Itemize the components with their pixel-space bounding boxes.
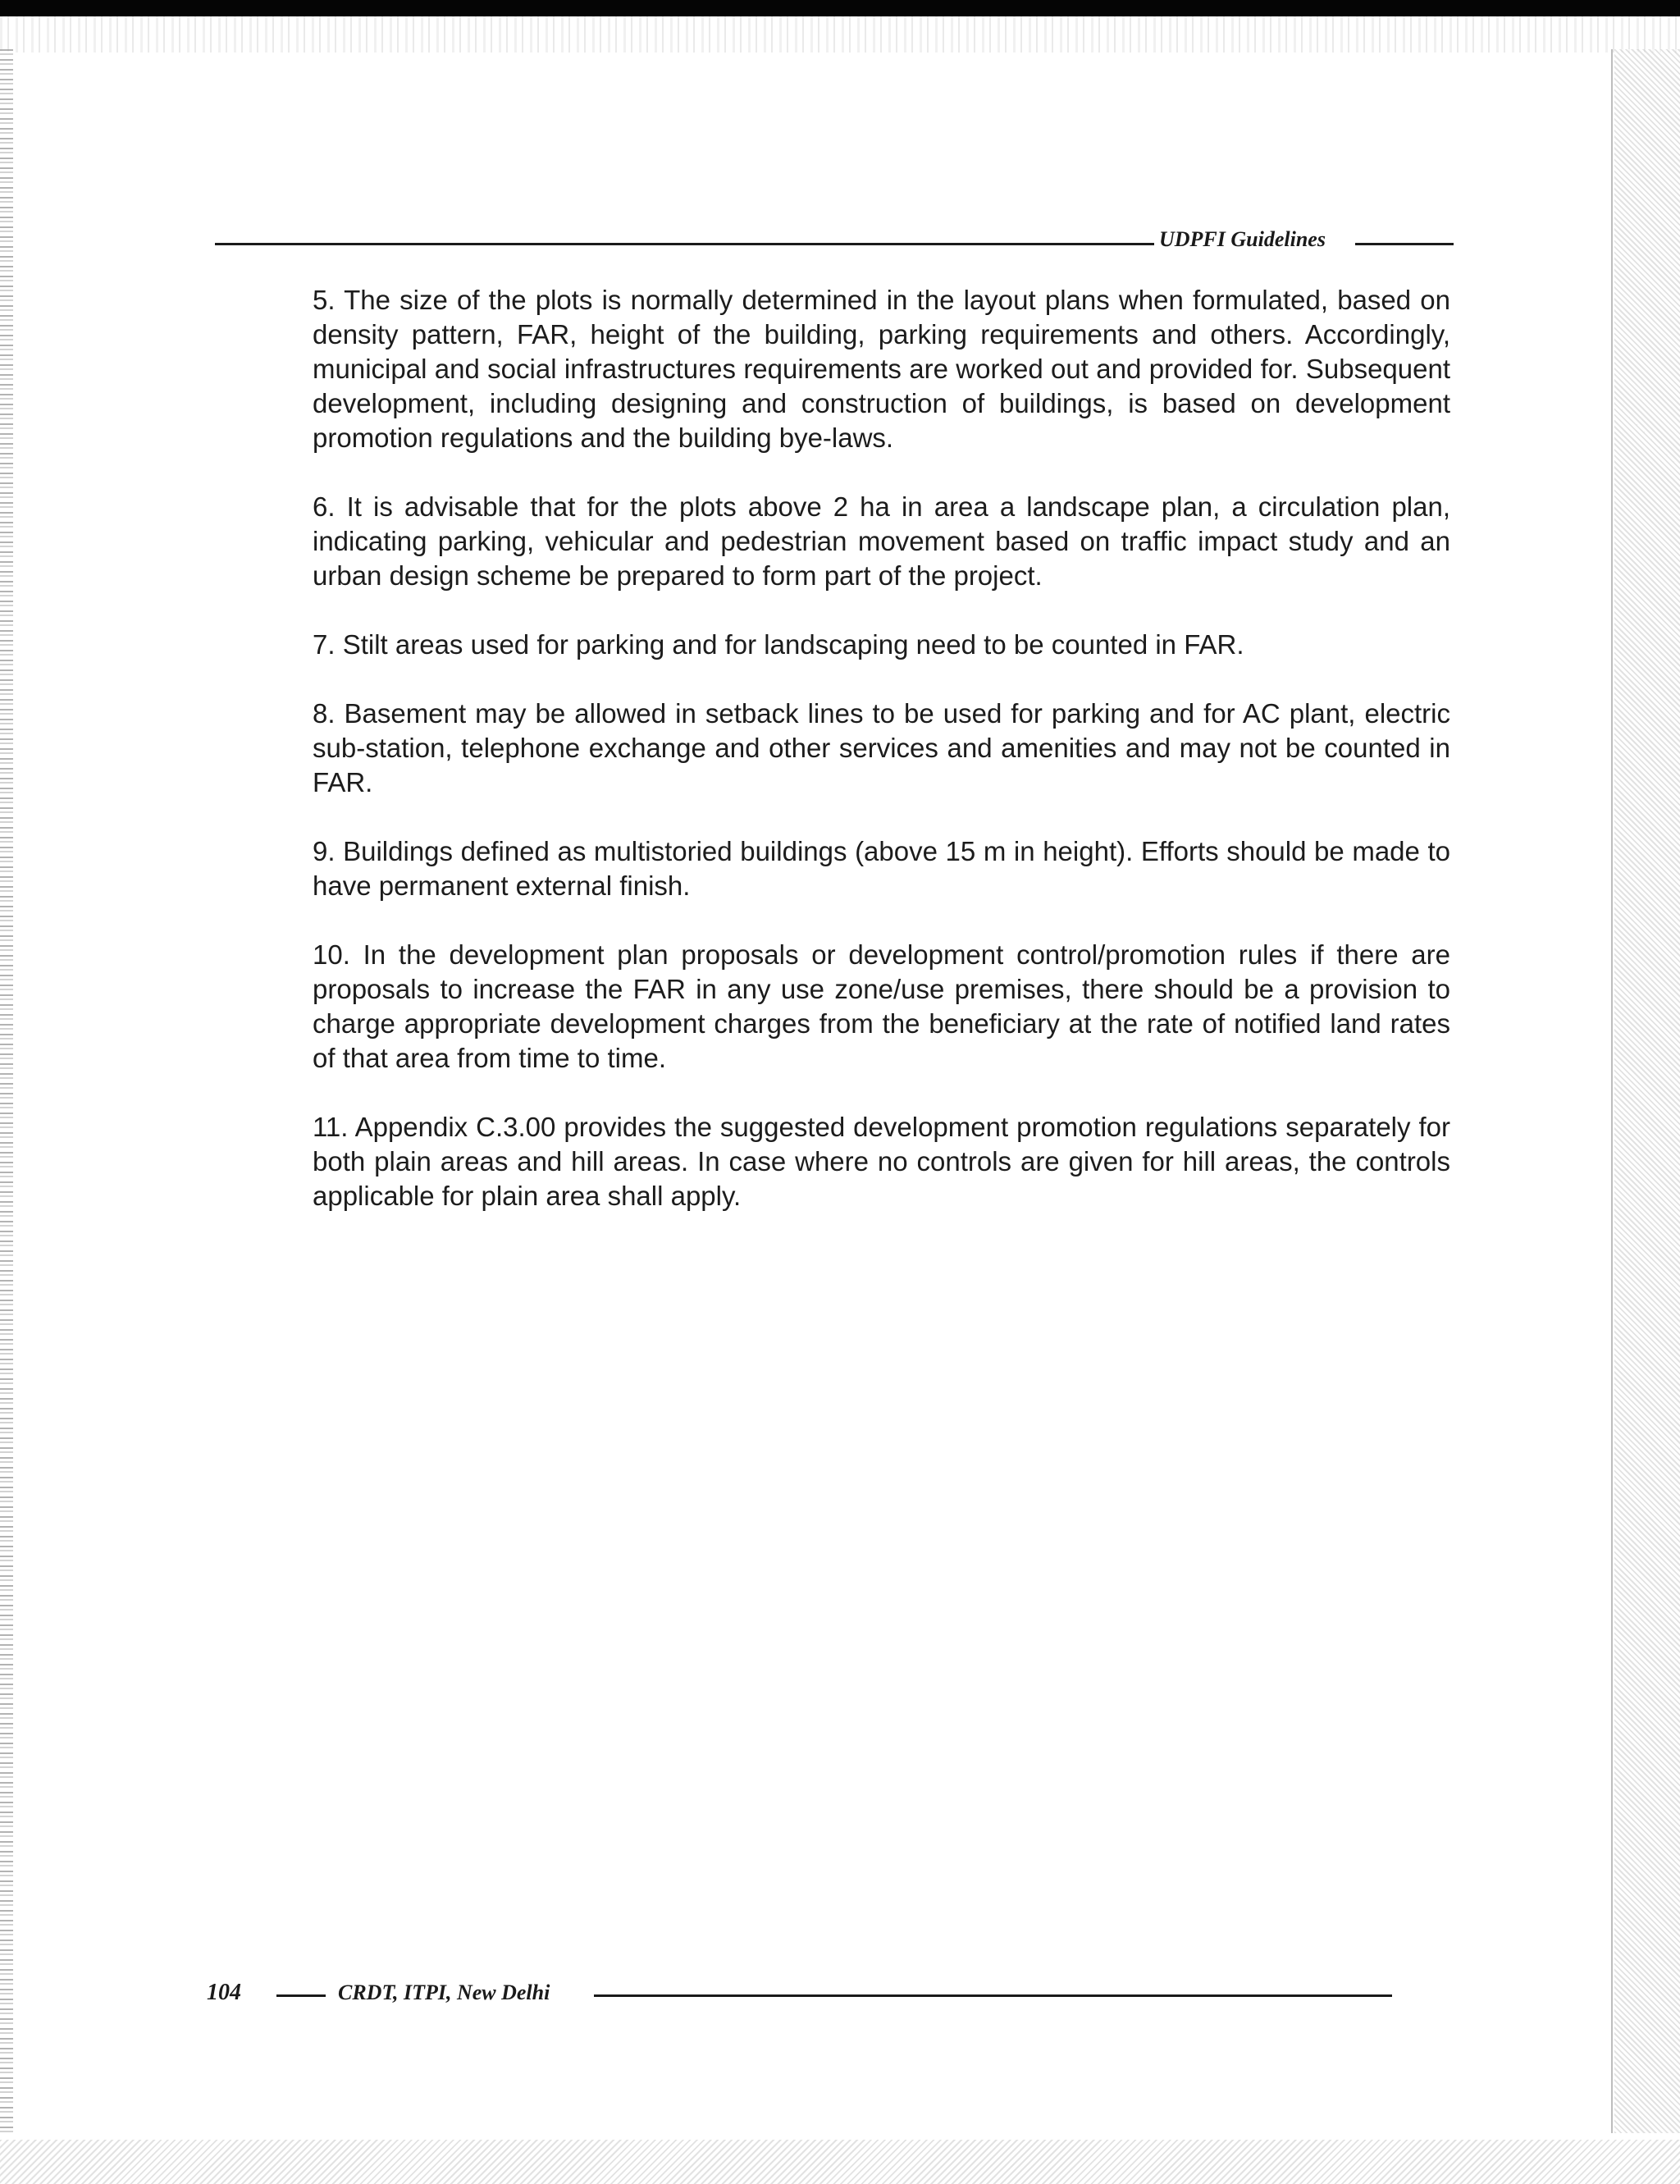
footer-publisher: CRDT, ITPI, New Delhi <box>338 1981 550 2004</box>
document-body <box>313 283 1450 1248</box>
paragraph-5: 5. The size of the plots is normally determined in the layout plans when formulated, based on density pattern, FAR, height of the building, parking requirements and others. Accordingly, municipal and social infrastructures requirements are worked out and provided for. Subsequent development, including designing and construction of buildings, is based on development promotion regulations and the building bye-laws. <box>313 285 1450 453</box>
footer-rule <box>594 1994 1392 1997</box>
scan-top-noise <box>0 16 1680 53</box>
running-header <box>215 227 1454 252</box>
scan-right-edge <box>1614 49 1680 2133</box>
paragraph-10: 10. In the development plan proposals or development control/promotion rules if there are proposals to increase the FAR in any use zone/use premises, there should be a provision to charge appropriate development charges from the beneficiary at the rate of notified land rates of that area from time to time. <box>313 939 1450 1073</box>
page-right-edge-line <box>1611 49 1613 2133</box>
scan-top-border <box>0 0 1680 16</box>
scan-bottom-edge <box>0 2140 1680 2184</box>
paragraph-8: 8. Basement may be allowed in setback lines to be used for parking and for AC plant, electric sub-station, telephone exchange and other services and amenities and may not be counted in FAR. <box>313 698 1450 797</box>
paragraph-9: 9. Buildings defined as multistoried buildings (above 15 m in height). Efforts should be made to have permanent external finish. <box>313 836 1450 901</box>
paragraph-6: 6. It is advisable that for the plots above 2 ha in area a landscape plan, a circulation plan, indicating parking, vehicular and pedestrian movement based on traffic impact study and an urban design scheme be prepared to form part of the project. <box>313 491 1450 591</box>
header-rule-right <box>1355 243 1454 245</box>
paragraph-7: 7. Stilt areas used for parking and for landscaping need to be counted in FAR. <box>313 629 1244 660</box>
running-footer <box>207 1979 1392 2007</box>
footer-dash <box>276 1994 326 1997</box>
header-rule-left <box>215 243 1154 245</box>
header-title: UDPFI Guidelines <box>1159 227 1326 251</box>
scan-left-edge <box>0 49 13 2133</box>
paragraph-11: 11. Appendix C.3.00 provides the suggested development promotion regulations separately for both plain areas and hill areas. In case where no controls are given for hill areas, the controls applicable for plain area shall apply. <box>313 1112 1450 1211</box>
page-number: 104 <box>207 1980 241 2005</box>
